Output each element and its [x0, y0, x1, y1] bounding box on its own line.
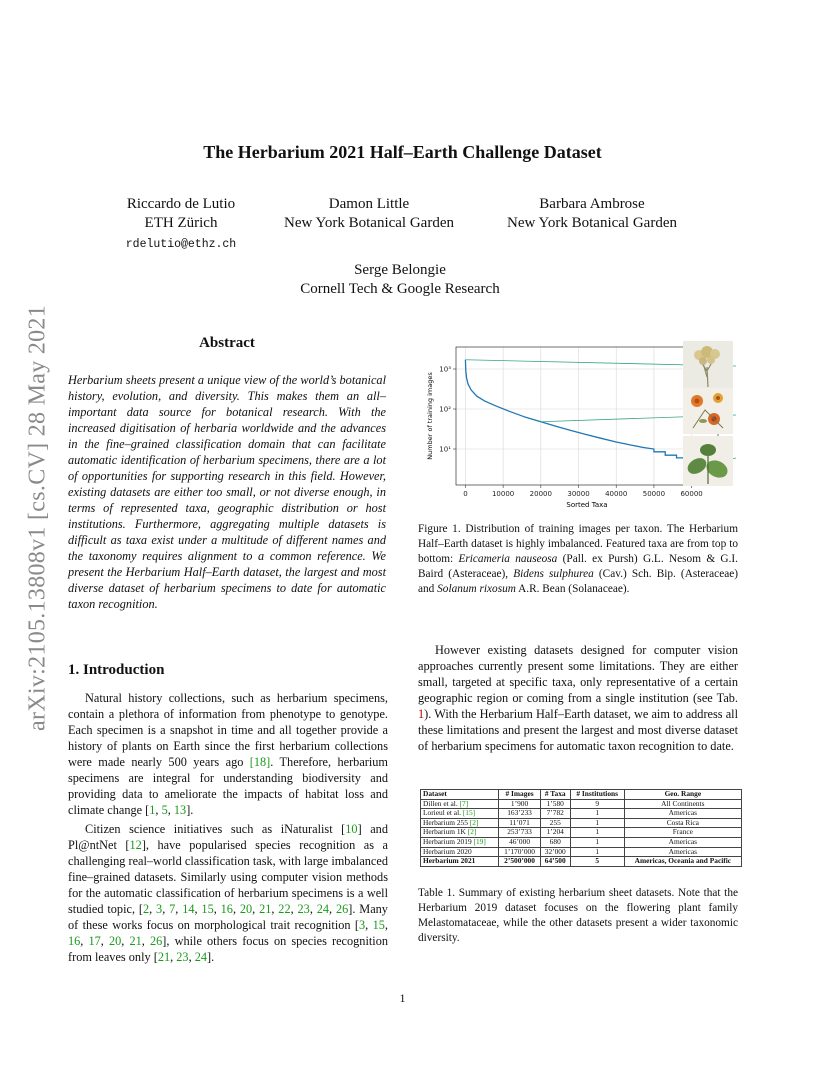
citation-link[interactable]: 10 — [345, 822, 358, 836]
intro-paragraph-1: Natural history collections, such as herbarium specimens, contain a plethora of information from phenotype to genotype. Each specimen is a snapshot in time and all together provide a history of plants on Earth since the first herbarium collections were made nearly 500 years ago [18]. Therefore, herbarium specimens are integral for understanding biodiversity and providing data to ameliorate the impacts of habitat loss and climate change [1, 5, 13]. — [68, 691, 388, 817]
x-tick-label: 40000 — [605, 490, 628, 498]
table-cell-images: 1’170’000 — [499, 847, 540, 857]
author-name: Serge Belongie — [354, 262, 446, 278]
citation-link[interactable]: 26 — [335, 902, 349, 916]
citation-link[interactable]: 20 — [239, 902, 253, 916]
citation-link[interactable]: 22 — [278, 902, 291, 916]
paragraph — [418, 642, 738, 754]
column-header: # Images — [499, 790, 540, 800]
table-cell-geo: Americas — [624, 847, 741, 857]
table-cell-inst: 1 — [570, 847, 624, 857]
abstract-text: Herbarium sheets present a unique view of the world’s botanical history, evolution, and diversity. This makes them an all–important data source for botanical research. With the increased digitisation of herbaria worldwide and the advances in the fine–grained classification domain that can facilitate automatic identification of herbarium specimens, there are a lot of opportunities for supporting research in this field. However, existing datasets are either too small, or not diverse enough, in terms of represented taxa, geographic distribution or host institutions. Furthermore, aggregating multiple datasets is difficult as taxa exist under a multitude of different names and the taxonomy requires alignment to a common reference. We present the Herbarium Half–Earth dataset, the largest and most diverse dataset of herbarium specimens to date for automatic taxon recognition. — [68, 373, 386, 611]
table-cell-inst: 1 — [570, 818, 624, 828]
author-block-4 — [280, 261, 520, 299]
citation-link[interactable]: 1 — [149, 803, 156, 817]
table-header-row — [421, 790, 742, 800]
citation-link[interactable]: 17 — [88, 934, 101, 948]
dataset-cell: Herbarium 2019 [19] — [421, 837, 499, 847]
table-cell-inst: 5 — [570, 857, 624, 867]
y-tick-label: 10³ — [439, 365, 451, 374]
citation-link[interactable]: 16 — [220, 902, 233, 916]
citation-link[interactable]: [7] — [459, 798, 469, 808]
citation-link[interactable]: [15] — [462, 808, 476, 818]
dataset-cell: Herbarium 1K [2] — [421, 828, 499, 838]
author-affiliation: New York Botanical Garden — [507, 215, 677, 231]
citation-link[interactable]: [2] — [469, 817, 479, 827]
arxiv-identifier: arXiv:2105.13808v1 [cs.CV] 28 May 2021 — [24, 304, 51, 732]
table-cell-inst: 1 — [570, 809, 624, 819]
author-block-3 — [490, 195, 694, 233]
taxon-name: Ericameria nauseosa — [458, 553, 558, 565]
column-header: Geo. Range — [624, 790, 741, 800]
table-cell-taxa: 7’782 — [540, 809, 570, 819]
table-cell-images: 1’900 — [499, 799, 540, 809]
text-run: A.R. Bean (Solanaceae). — [515, 583, 630, 595]
author-name: Barbara Ambrose — [539, 196, 645, 212]
citation-link[interactable]: 15 — [201, 902, 214, 916]
citation-link[interactable]: 26 — [150, 934, 163, 948]
section-heading-introduction: 1. Introduction — [68, 662, 165, 678]
dataset-cell: Herbarium 2020 — [421, 847, 499, 857]
text-run: ], while others focus on species recognition from leaves only [ — [68, 934, 388, 964]
text-run: ], have popularised species recognition as a challenging real–world classification task, with large imbalanced fine–grained datasets. Similarly using computer vision methods for the automatic classification of herbarium specimens is a well studied topic, [ — [68, 838, 388, 916]
x-axis-label: Sorted Taxa — [566, 501, 608, 509]
citation-link[interactable]: 21 — [129, 934, 142, 948]
citation-link[interactable]: 3 — [156, 902, 163, 916]
citation-link[interactable]: 21 — [259, 902, 272, 916]
text-run: Figure 1. Distribution of training images per taxon. The Herbarium Half–Earth dataset is highly imbalanced. Featured taxa are from top to bottom: — [418, 523, 738, 565]
citation-link[interactable]: 15 — [372, 918, 385, 932]
citation-list: 2, 3, 7, 14, 15, 16, 20, 21, 22, 23, 24, 26 — [142, 902, 349, 916]
table-cell-geo: France — [624, 828, 741, 838]
dataset-cell: Dillen et al. [7] — [421, 799, 499, 809]
x-tick-label: 30000 — [567, 490, 590, 498]
table-row — [421, 837, 742, 847]
table-body — [421, 799, 742, 866]
chart-ticks — [439, 366, 702, 499]
abstract-heading: Abstract — [199, 335, 255, 351]
specimen-image-bidens — [683, 388, 733, 434]
text-run: Natural history collections, such as herbarium specimens, contain a plethora of information from phenotype to genotype. Each specimen is a snapshot in time and all together provide a history of plants on Earth since the first herbarium collections were made nearly 500 years ago — [68, 691, 388, 769]
table-cell-geo: All Continents — [624, 799, 741, 809]
text-run: Citizen science initiatives such as iNaturalist [ — [85, 822, 346, 836]
text-run: ). With the Herbarium Half–Earth dataset, we aim to address all these limitations and present the largest and most diverse dataset of herbarium specimens for automatic taxon recognition to date. — [418, 707, 738, 753]
table-cell-taxa: 255 — [540, 818, 570, 828]
right-column-body — [418, 642, 738, 754]
text-run: ]. Many of these works focus on morphological trait recognition [ — [68, 902, 388, 932]
table-cell-geo: Costa Rica — [624, 818, 741, 828]
table-cell-taxa: 1’204 — [540, 828, 570, 838]
table-row — [421, 857, 742, 867]
text-run: (Cav.) Sch. Bip. (Asteraceae) and — [418, 568, 738, 595]
citation-link[interactable]: 7 — [169, 902, 176, 916]
table-cell-images: 11’071 — [499, 818, 540, 828]
table-cell-inst: 9 — [570, 799, 624, 809]
author-affiliation: Cornell Tech & Google Research — [300, 281, 500, 297]
citation-link[interactable]: 5 — [161, 803, 168, 817]
x-tick-label: 0 — [463, 490, 468, 498]
intro-paragraph-2 — [68, 821, 388, 965]
table-1 — [420, 789, 742, 867]
author-block-1 — [96, 195, 266, 254]
figure-1-caption — [418, 522, 738, 597]
specimen-image-ericameria — [683, 341, 733, 389]
y-tick-label: 10¹ — [439, 445, 451, 454]
y-axis-label: Number of training images — [426, 372, 434, 460]
citation-link[interactable]: 24 — [194, 950, 208, 964]
table-cell-taxa: 680 — [540, 837, 570, 847]
plot-frame — [456, 347, 718, 485]
table-cell-taxa: 64’500 — [540, 857, 570, 867]
citation-link[interactable]: 20 — [109, 934, 122, 948]
column-header: # Institutions — [570, 790, 624, 800]
citation-link[interactable]: 23 — [176, 950, 189, 964]
intro-body — [68, 690, 388, 965]
citation-link[interactable]: 3 — [359, 918, 366, 932]
specimen-image-solanum — [683, 436, 733, 486]
citation-link[interactable]: 16 — [68, 934, 81, 948]
text-run: ]. — [207, 950, 215, 964]
citation-link[interactable]: [19] — [473, 836, 486, 846]
x-tick-label: 20000 — [529, 490, 552, 498]
table-cell-geo: Americas, Oceania and Pacific — [624, 857, 741, 867]
chart-grid — [456, 347, 718, 485]
x-tick-label: 50000 — [642, 490, 666, 498]
text-run: (Pall. ex Pursh) G.L. Nesom & G.I. Baird (Asteraceae), — [418, 553, 738, 580]
table-1-caption: Table 1. Summary of existing herbarium sheet datasets. Note that the Herbarium 2019 dataset focuses on the flowering plant family Melastomataceae, while the other datasets present a wider taxonomic diversity. — [418, 887, 738, 944]
column-header: Dataset — [421, 790, 499, 800]
table-cell-taxa: 32’000 — [540, 847, 570, 857]
table-cell-images: 253’733 — [499, 828, 540, 838]
column-header: # Taxa — [540, 790, 570, 800]
dataset-cell: Herbarium 255 [2] — [421, 818, 499, 828]
author-email[interactable]: rdelutio@ethz.ch — [125, 238, 237, 251]
table-cell-images: 2’500’000 — [499, 857, 540, 867]
table-cell-geo: Americas — [624, 837, 741, 847]
table-reference-link[interactable]: 1 — [418, 707, 425, 721]
taxon-name: Solanum rixosum — [437, 583, 516, 595]
x-tick-label: 60000 — [680, 490, 703, 498]
dataset-cell: Herbarium 2021 — [421, 857, 499, 867]
citation-list: 21, 23, 24 — [157, 950, 208, 964]
author-affiliation: New York Botanical Garden — [284, 215, 454, 231]
y-tick-label: 10² — [439, 405, 451, 414]
series-line — [465, 360, 708, 467]
author-block-2 — [268, 195, 470, 233]
citation-link[interactable]: 12 — [129, 838, 142, 852]
citation-list: 3, 15, 16, 17, 20, 21, 26 — [68, 918, 388, 948]
x-tick-label: 10000 — [491, 490, 515, 498]
citation-link[interactable]: [18] — [249, 755, 271, 769]
citation-link[interactable]: 23 — [297, 902, 310, 916]
author-name: Riccardo de Lutio — [126, 196, 236, 212]
table-cell-inst: 1 — [570, 837, 624, 847]
citation-link[interactable]: 13 — [173, 803, 187, 817]
dataset-cell: Lorieul et al. [15] — [421, 809, 499, 819]
table-cell-geo: Americas — [624, 809, 741, 819]
paper-title: The Herbarium 2021 Half–Earth Challenge Dataset — [203, 142, 602, 162]
citation-link[interactable]: [2] — [467, 827, 477, 837]
table-cell-inst: 1 — [570, 828, 624, 838]
author-name: Damon Little — [328, 196, 410, 212]
text-run: However existing datasets designed for computer vision approaches currently present some limitations. They are either small, targeted at specific taxa, only representative of a certain geographic region or coming from a single institution (see Tab. — [418, 643, 738, 705]
table-cell-images: 46’000 — [499, 837, 540, 847]
text-run: . Therefore, herbarium specimens are integral for understanding biodiversity and providing data to ameliorate the impacts of habitat loss and climate change [ — [68, 755, 388, 817]
table-row — [421, 809, 742, 819]
taxon-name: Bidens sulphurea — [513, 568, 594, 580]
text-run: ] and Pl@ntNet [ — [68, 822, 388, 852]
table-cell-images: 163’233 — [499, 809, 540, 819]
citation-link[interactable]: 14 — [182, 902, 195, 916]
citation-link[interactable]: 24 — [316, 902, 330, 916]
page-number: 1 — [399, 991, 406, 1005]
citation-link[interactable]: 2 — [142, 902, 150, 916]
author-affiliation: ETH Zürich — [144, 215, 218, 231]
citation-link[interactable]: 21 — [157, 950, 171, 964]
table-cell-taxa: 1’580 — [540, 799, 570, 809]
